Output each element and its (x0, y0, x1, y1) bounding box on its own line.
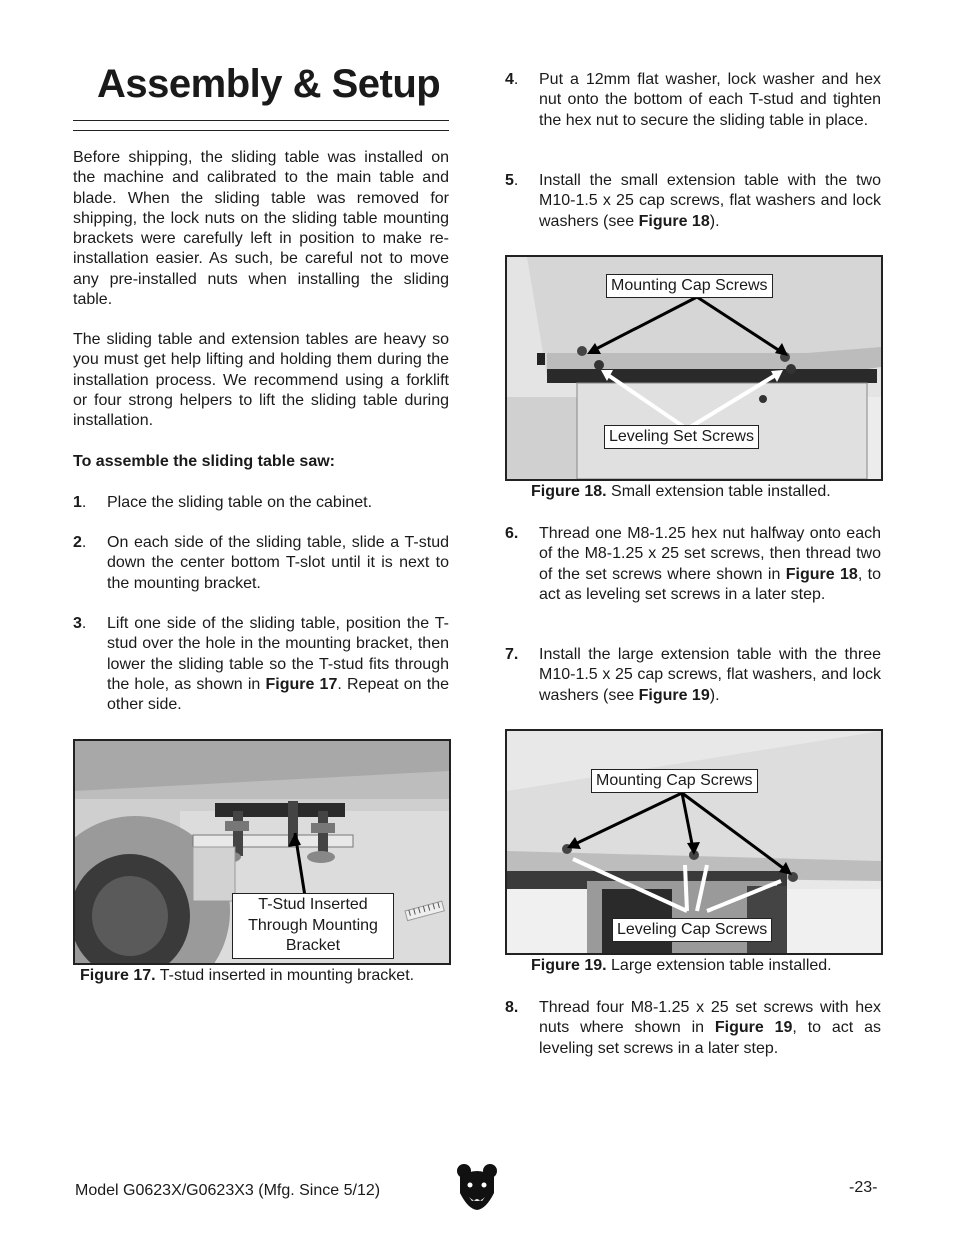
step-8: 8. Thread four M8-1.25 x 25 set screws with hex nuts where shown in Figure 19, to act as leveling set screws in a later step. (505, 998, 881, 1062)
step-5-text: Install the small extension table with the two M10-1.5 x 25 cap screws, flat washers and lock washers (see Figure 18). (539, 172, 881, 230)
step-1: 1. Place the sliding table on the cabinet. (73, 493, 449, 515)
title-rule-bottom (73, 130, 449, 131)
title-rule-top (73, 120, 449, 121)
step-2-text: On each side of the sliding table, slide a T-stud down the center bottom T-slot until it is next to the mounting bracket. (107, 534, 449, 592)
intro-paragraph-1: Before shipping, the sliding table was installed on the machine and calibrated to the main table and blade. When the sliding table was removed for shipping, the lock nuts on the sliding table mounting brackets were carefully left in position to make re-installation easier. As such, be careful not to move any pre-installed nuts when installing the sliding table. (73, 149, 449, 309)
bear-head-icon (456, 1163, 498, 1211)
step-3-text: Lift one side of the sliding table, position the T-stud over the hole in the mounting bracket, then lower the sliding table so the T-stud fits through the hole, as shown in Figure 17. Repeat on the other side. (107, 615, 449, 714)
step-1-text: Place the sliding table on the cabinet. (107, 494, 373, 511)
figure-17-caption: Figure 17. T-stud inserted in mounting bracket. (80, 967, 415, 984)
figure-19-photo (505, 729, 883, 955)
step-7-text: Install the large extension table with the three M10-1.5 x 25 cap screws, flat washers, and lock washers (see Figure 19). (539, 646, 881, 704)
step-4: 4. Put a 12mm flat washer, lock washer and hex nut onto the bottom of each T-stud and tighten the hex nut to secure the sliding table in place. (505, 70, 881, 154)
figure-19-callout-mounting: Mounting Cap Screws (591, 769, 758, 793)
figure-18-callout-leveling: Leveling Set Screws (604, 425, 759, 449)
step-7: 7. Install the large extension table with the three M10-1.5 x 25 cap screws, flat washers, and lock washers (see Figure 19). (505, 645, 881, 709)
figure-18-caption: Figure 18. Small extension table installed. (531, 483, 831, 500)
figure-19-caption: Figure 19. Large extension table installed. (531, 957, 832, 974)
step-4-text: Put a 12mm flat washer, lock washer and hex nut onto the bottom of each T-stud and tighten the hex nut to secure the sliding table in place. (539, 71, 881, 129)
figure-18-reference-2: Figure 18 (785, 565, 858, 583)
figure-18-callout-mounting: Mounting Cap Screws (606, 274, 773, 298)
figure-17-photo (73, 739, 451, 965)
step-6-text: Thread one M8-1.25 hex nut halfway onto each of the M8-1.25 x 25 set screws, then thread two of the set screws where shown in Figure 18, to act as leveling set screws in a later step. (539, 525, 882, 603)
figure-19-reference: Figure 19 (638, 686, 710, 704)
step-6: 6. Thread one M8-1.25 hex nut halfway onto each of the M8-1.25 x 25 set screws, then thread two of the set screws where shown in Figure 18, to act as leveling set screws in a later step. (505, 524, 881, 628)
figure-17-reference: Figure 17 (265, 675, 338, 693)
footer-model: Model G0623X/G0623X3 (Mfg. Since 5/12) (75, 1182, 381, 1199)
procedure-heading: To assemble the sliding table saw: (73, 453, 335, 470)
footer-page-number: -23- (849, 1179, 878, 1196)
step-5: 5. Install the small extension table with the two M10-1.5 x 25 cap screws, flat washers and lock washers (see Figure 18). (505, 171, 881, 235)
figure-18-photo (505, 255, 883, 481)
step-2: 2. On each side of the sliding table, slide a T-stud down the center bottom T-slot until it is next to the mounting bracket. (73, 533, 449, 597)
step-8-text: Thread four M8-1.25 x 25 set screws with hex nuts where shown in Figure 19, to act as leveling set screws in a later step. (539, 999, 881, 1057)
figure-18-reference: Figure 18 (638, 212, 710, 230)
page-title: Assembly & Setup (97, 62, 441, 106)
intro-paragraph-2: The sliding table and extension tables are heavy so you must get help lifting and holding them during the installation process. We recommend using a forklift or four strong helpers to lift the sliding table during installation. (73, 331, 449, 430)
figure-19-reference-2: Figure 19 (714, 1019, 793, 1037)
step-3: 3. Lift one side of the sliding table, position the T-stud over the hole in the mounting bracket, then lower the sliding table so the T-stud fits through the hole, as shown in Figure 17. Repeat on the other side. (73, 614, 449, 718)
figure-19-callout-leveling: Leveling Cap Screws (612, 918, 772, 942)
figure-17-callout: T-Stud Inserted Through Mounting Bracket (232, 893, 394, 959)
